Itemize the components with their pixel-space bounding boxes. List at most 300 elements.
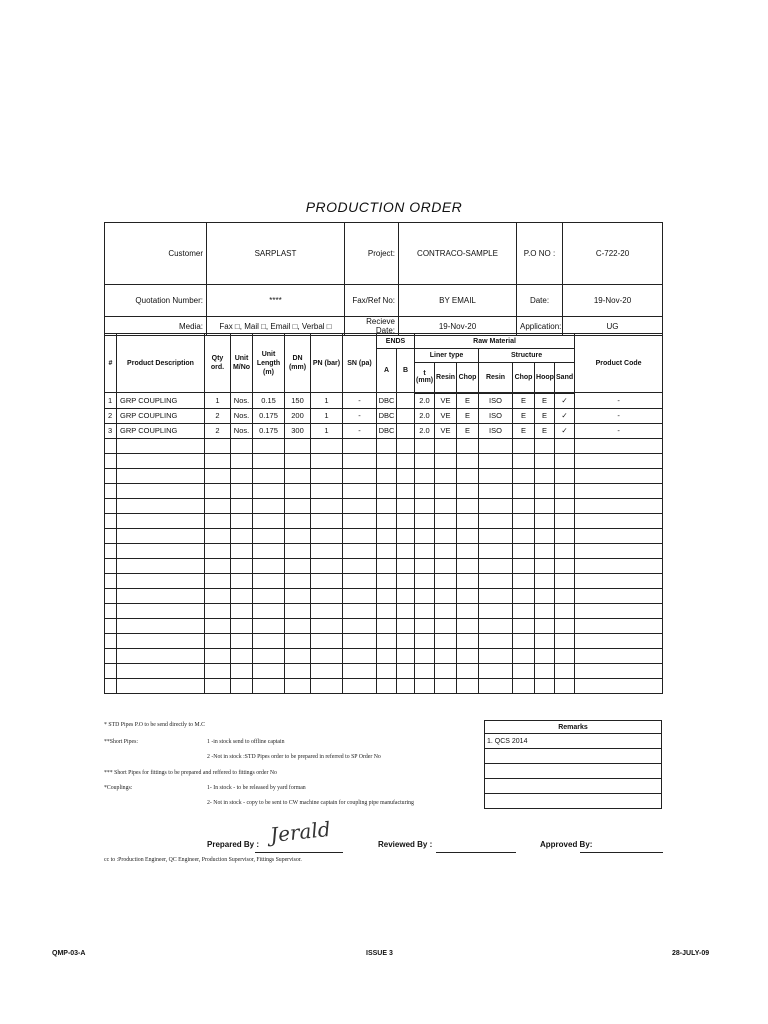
row-num: 2 [105, 408, 117, 423]
row-liner-t [415, 498, 435, 513]
row-dn [285, 663, 311, 678]
row-description [117, 573, 205, 588]
row-num [105, 498, 117, 513]
row-liner-resin [435, 453, 457, 468]
row-structure-sand [555, 603, 575, 618]
row-structure-resin [479, 513, 513, 528]
row-end-a [377, 603, 397, 618]
table-row [105, 618, 663, 633]
row-product-code [575, 588, 663, 603]
row-liner-chop [457, 528, 479, 543]
row-structure-sand [555, 678, 575, 693]
row-qty [205, 528, 231, 543]
row-liner-resin [435, 528, 457, 543]
row-sn [343, 663, 377, 678]
row-product-code [575, 573, 663, 588]
row-description [117, 558, 205, 573]
row-liner-resin [435, 678, 457, 693]
row-end-a [377, 498, 397, 513]
row-qty [205, 633, 231, 648]
reviewed-signature-line [436, 852, 516, 853]
approved-by-label: Approved By: [540, 840, 593, 849]
row-pn [311, 468, 343, 483]
col-structure-chop: Chop [513, 363, 535, 393]
table-row [105, 438, 663, 453]
row-dn [285, 438, 311, 453]
row-unit-length [253, 483, 285, 498]
row-structure-hoop [535, 483, 555, 498]
row-unit [231, 498, 253, 513]
row-description [117, 618, 205, 633]
col-pn: PN (bar) [311, 334, 343, 393]
table-row [105, 423, 663, 438]
row-pn [311, 648, 343, 663]
row-structure-sand [555, 513, 575, 528]
row-structure-sand [555, 543, 575, 558]
row-unit-length [253, 528, 285, 543]
col-liner-type: Liner type [415, 349, 479, 363]
row-product-code: - [575, 393, 663, 409]
row-qty [205, 573, 231, 588]
row-unit: Nos. [231, 408, 253, 423]
row-product-code [575, 648, 663, 663]
row-liner-t [415, 468, 435, 483]
row-end-b [397, 408, 415, 423]
row-description [117, 528, 205, 543]
row-sn: - [343, 423, 377, 438]
project-label: Project: [345, 223, 399, 285]
row-end-b [397, 513, 415, 528]
row-liner-resin [435, 438, 457, 453]
row-liner-resin [435, 588, 457, 603]
row-unit-length [253, 648, 285, 663]
row-dn [285, 588, 311, 603]
row-end-a: DBC [377, 393, 397, 409]
prepared-signature: Jerald [268, 816, 332, 848]
row-structure-hoop [535, 528, 555, 543]
quotation-value: **** [207, 285, 345, 317]
row-sn [343, 648, 377, 663]
row-liner-chop: E [457, 423, 479, 438]
col-qty: Qty ord. [205, 334, 231, 393]
row-liner-t [415, 543, 435, 558]
row-structure-chop [513, 513, 535, 528]
row-description [117, 678, 205, 693]
row-structure-resin: ISO [479, 408, 513, 423]
row-structure-chop [513, 558, 535, 573]
row-qty [205, 618, 231, 633]
row-structure-chop [513, 438, 535, 453]
row-unit-length [253, 513, 285, 528]
row-structure-hoop [535, 618, 555, 633]
row-end-b [397, 543, 415, 558]
row-sn [343, 513, 377, 528]
col-unit-length: Unit Length (m) [253, 334, 285, 393]
ref-value: BY EMAIL [399, 285, 517, 317]
row-structure-hoop [535, 678, 555, 693]
row-structure-sand [555, 573, 575, 588]
row-description: GRP COUPLING [117, 423, 205, 438]
row-liner-chop [457, 633, 479, 648]
row-structure-hoop [535, 543, 555, 558]
note-couplings-2: 2- Not in stock - copy to be sent to CW machine captain for coupling pipe manufacturing [207, 800, 414, 806]
row-sn: - [343, 393, 377, 409]
row-end-b [397, 453, 415, 468]
row-structure-resin [479, 663, 513, 678]
row-sn: - [343, 408, 377, 423]
row-structure-hoop [535, 588, 555, 603]
approved-signature-line [580, 852, 663, 853]
row-end-a [377, 513, 397, 528]
row-end-b [397, 483, 415, 498]
row-qty [205, 513, 231, 528]
row-unit-length: 0.175 [253, 423, 285, 438]
row-description [117, 438, 205, 453]
table-row [105, 543, 663, 558]
row-liner-t [415, 618, 435, 633]
row-liner-resin [435, 648, 457, 663]
quotation-label: Quotation Number: [105, 285, 207, 317]
customer-label: Customer [105, 223, 207, 285]
row-pn [311, 558, 343, 573]
row-num [105, 603, 117, 618]
row-pn [311, 483, 343, 498]
row-liner-resin: VE [435, 423, 457, 438]
row-unit [231, 513, 253, 528]
row-num [105, 573, 117, 588]
row-structure-sand [555, 648, 575, 663]
row-qty [205, 663, 231, 678]
col-ends: ENDS [377, 334, 415, 349]
row-unit [231, 633, 253, 648]
row-structure-sand [555, 663, 575, 678]
row-liner-chop [457, 543, 479, 558]
row-sn [343, 453, 377, 468]
row-liner-t [415, 453, 435, 468]
row-unit-length [253, 678, 285, 693]
row-structure-chop: E [513, 423, 535, 438]
row-end-a [377, 483, 397, 498]
row-qty [205, 438, 231, 453]
row-qty [205, 678, 231, 693]
row-liner-t [415, 558, 435, 573]
row-end-b [397, 393, 415, 409]
row-structure-hoop [535, 558, 555, 573]
row-structure-sand: ✓ [555, 393, 575, 409]
row-unit [231, 558, 253, 573]
customer-value: SARPLAST [207, 223, 345, 285]
row-structure-sand [555, 633, 575, 648]
row-end-b [397, 633, 415, 648]
row-dn [285, 678, 311, 693]
row-structure-resin [479, 468, 513, 483]
table-row [105, 558, 663, 573]
row-structure-hoop: E [535, 408, 555, 423]
table-row [105, 573, 663, 588]
row-structure-sand [555, 558, 575, 573]
row-sn [343, 558, 377, 573]
row-pn [311, 543, 343, 558]
row-sn [343, 468, 377, 483]
receive-date-label: Recieve Date: [345, 317, 399, 336]
row-end-a [377, 543, 397, 558]
row-num [105, 453, 117, 468]
row-num: 3 [105, 423, 117, 438]
row-structure-hoop [535, 633, 555, 648]
row-liner-resin [435, 633, 457, 648]
media-value: Fax □, Mail □, Email □, Verbal □ [207, 317, 345, 336]
row-liner-resin [435, 483, 457, 498]
note-couplings-label: *Couplings: [104, 785, 133, 791]
row-num [105, 618, 117, 633]
row-structure-hoop: E [535, 393, 555, 409]
row-liner-t [415, 438, 435, 453]
row-product-code [575, 618, 663, 633]
row-end-a [377, 678, 397, 693]
row-description [117, 543, 205, 558]
col-raw-material: Raw Material [415, 334, 575, 349]
document-title: PRODUCTION ORDER [305, 199, 463, 215]
row-pn [311, 438, 343, 453]
col-liner-resin: Resin [435, 363, 457, 393]
row-product-code [575, 498, 663, 513]
remark-line [485, 764, 662, 779]
footer-issue: ISSUE 3 [366, 950, 393, 957]
row-dn [285, 498, 311, 513]
row-num [105, 513, 117, 528]
row-structure-sand [555, 588, 575, 603]
row-liner-resin [435, 558, 457, 573]
row-liner-t [415, 513, 435, 528]
row-end-a [377, 648, 397, 663]
row-description [117, 513, 205, 528]
row-end-b [397, 678, 415, 693]
row-end-b [397, 603, 415, 618]
row-unit [231, 528, 253, 543]
row-end-b [397, 618, 415, 633]
row-unit [231, 618, 253, 633]
row-end-b [397, 573, 415, 588]
receive-date-value: 19-Nov-20 [399, 317, 517, 336]
col-unit: Unit M/No [231, 334, 253, 393]
table-row [105, 498, 663, 513]
row-end-b [397, 423, 415, 438]
row-qty [205, 468, 231, 483]
col-structure-sand: Sand [555, 363, 575, 393]
row-liner-resin [435, 543, 457, 558]
row-structure-hoop [535, 513, 555, 528]
row-pn [311, 528, 343, 543]
table-row [105, 453, 663, 468]
row-unit [231, 678, 253, 693]
row-structure-chop [513, 543, 535, 558]
row-dn [285, 633, 311, 648]
row-unit [231, 588, 253, 603]
row-description [117, 648, 205, 663]
row-structure-chop [513, 618, 535, 633]
row-liner-t: 2.0 [415, 423, 435, 438]
row-unit-length [253, 588, 285, 603]
row-liner-t [415, 483, 435, 498]
row-structure-resin [479, 633, 513, 648]
col-liner-chop: Chop [457, 363, 479, 393]
note-short-pipes-2: 2 -Not in stock :STD Pipes order to be prepared in referred to SP Order No [207, 754, 381, 760]
row-dn [285, 453, 311, 468]
row-unit [231, 648, 253, 663]
row-description [117, 468, 205, 483]
col-num: # [105, 334, 117, 393]
row-structure-sand [555, 468, 575, 483]
row-structure-resin [479, 438, 513, 453]
row-structure-hoop: E [535, 423, 555, 438]
remark-line [485, 794, 662, 809]
row-sn [343, 678, 377, 693]
row-liner-chop [457, 498, 479, 513]
row-liner-resin: VE [435, 408, 457, 423]
row-num [105, 633, 117, 648]
row-structure-hoop [535, 603, 555, 618]
footer-date: 28-JULY-09 [672, 950, 710, 957]
row-liner-chop [457, 483, 479, 498]
row-sn [343, 603, 377, 618]
row-liner-t [415, 588, 435, 603]
row-num [105, 558, 117, 573]
row-product-code [575, 483, 663, 498]
row-end-a: DBC [377, 408, 397, 423]
row-unit [231, 468, 253, 483]
application-value: UG [563, 317, 663, 336]
col-sn: SN (pa) [343, 334, 377, 393]
row-liner-chop [457, 438, 479, 453]
ref-label: Fax/Ref No: [345, 285, 399, 317]
row-structure-chop [513, 528, 535, 543]
row-unit-length [253, 543, 285, 558]
row-unit [231, 663, 253, 678]
row-structure-chop [513, 453, 535, 468]
row-sn [343, 483, 377, 498]
row-structure-sand [555, 438, 575, 453]
row-liner-resin [435, 618, 457, 633]
row-end-a [377, 573, 397, 588]
media-label: Media: [105, 317, 207, 336]
prepared-signature-line [255, 852, 343, 853]
row-structure-sand: ✓ [555, 423, 575, 438]
row-end-a [377, 558, 397, 573]
row-structure-resin [479, 528, 513, 543]
row-unit: Nos. [231, 393, 253, 409]
row-end-a [377, 618, 397, 633]
row-unit [231, 573, 253, 588]
row-qty [205, 483, 231, 498]
row-end-b [397, 648, 415, 663]
row-unit-length [253, 573, 285, 588]
row-structure-resin [479, 573, 513, 588]
col-ends-b: B [397, 349, 415, 393]
remark-line [485, 779, 662, 794]
row-qty: 1 [205, 393, 231, 409]
row-liner-resin [435, 468, 457, 483]
row-liner-t [415, 648, 435, 663]
row-product-code [575, 453, 663, 468]
row-liner-t [415, 573, 435, 588]
remark-line [485, 749, 662, 764]
row-end-b [397, 528, 415, 543]
row-qty: 2 [205, 408, 231, 423]
row-unit-length: 0.15 [253, 393, 285, 409]
col-description: Product Description [117, 334, 205, 393]
row-qty [205, 498, 231, 513]
row-dn [285, 603, 311, 618]
row-structure-resin: ISO [479, 423, 513, 438]
row-unit-length [253, 633, 285, 648]
row-liner-chop [457, 513, 479, 528]
row-qty [205, 558, 231, 573]
row-liner-t [415, 603, 435, 618]
row-liner-chop [457, 648, 479, 663]
row-unit-length [253, 498, 285, 513]
row-end-a [377, 468, 397, 483]
row-structure-resin [479, 588, 513, 603]
row-end-b [397, 468, 415, 483]
row-structure-resin: ISO [479, 393, 513, 409]
row-pn [311, 498, 343, 513]
row-end-b [397, 498, 415, 513]
row-product-code [575, 513, 663, 528]
row-liner-chop [457, 573, 479, 588]
row-num [105, 483, 117, 498]
note-short-pipes-label: **Short Pipes: [104, 739, 138, 745]
row-product-code [575, 468, 663, 483]
row-end-a [377, 588, 397, 603]
row-unit [231, 543, 253, 558]
row-product-code [575, 438, 663, 453]
row-liner-resin [435, 573, 457, 588]
row-sn [343, 438, 377, 453]
row-dn [285, 528, 311, 543]
col-product-code: Product Code [575, 334, 663, 393]
table-row [105, 648, 663, 663]
row-liner-resin [435, 513, 457, 528]
row-num [105, 543, 117, 558]
row-liner-chop [457, 453, 479, 468]
note-std-pipes: * STD Pipes P.O to be send directly to M.C [104, 722, 205, 728]
table-row [105, 483, 663, 498]
col-structure-hoop: Hoop [535, 363, 555, 393]
row-pn [311, 663, 343, 678]
col-dn: DN (mm) [285, 334, 311, 393]
row-unit-length [253, 438, 285, 453]
row-description: GRP COUPLING [117, 393, 205, 409]
po-label: P.O NO : [517, 223, 563, 285]
row-num [105, 588, 117, 603]
row-structure-hoop [535, 498, 555, 513]
table-row [105, 603, 663, 618]
row-pn [311, 573, 343, 588]
row-structure-chop [513, 468, 535, 483]
row-end-a [377, 528, 397, 543]
row-structure-hoop [535, 438, 555, 453]
cc-line: cc to :Production Engineer, QC Engineer, Production Supervisor, Fittings Supervisor. [104, 857, 302, 863]
date-value: 19-Nov-20 [563, 285, 663, 317]
col-structure: Structure [479, 349, 575, 363]
row-unit [231, 453, 253, 468]
row-liner-chop [457, 678, 479, 693]
row-description [117, 483, 205, 498]
row-end-a [377, 453, 397, 468]
row-description [117, 633, 205, 648]
row-pn: 1 [311, 393, 343, 409]
product-table [104, 333, 663, 694]
